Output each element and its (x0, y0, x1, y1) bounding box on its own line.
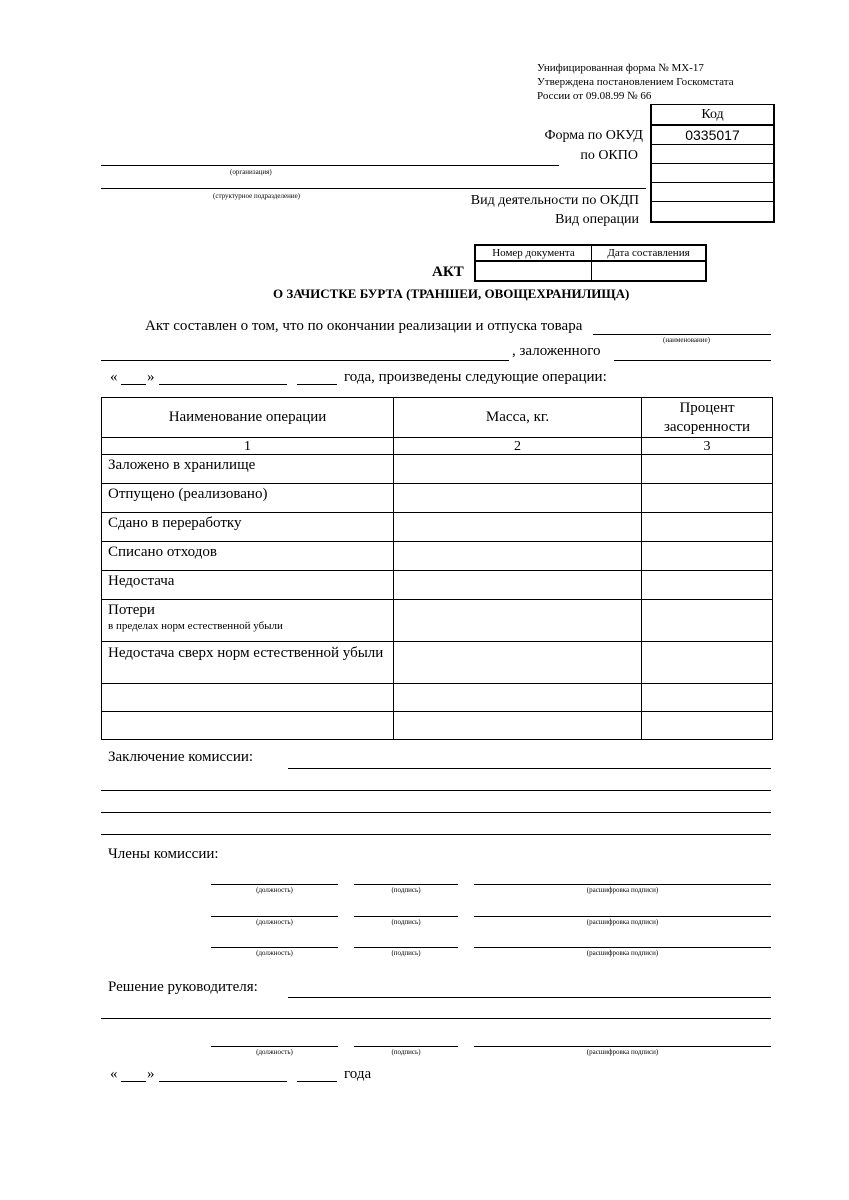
table-row (102, 600, 773, 642)
document-number-table (474, 244, 707, 282)
row-label: Списано отходов (102, 542, 394, 571)
percent-cell[interactable] (642, 455, 773, 484)
doc-number-field[interactable] (475, 261, 592, 281)
table-row (102, 455, 773, 484)
okdp-label: Вид деятельности по ОКДП (470, 193, 639, 208)
operation-code-field[interactable] (652, 201, 773, 221)
goods-continuation-line[interactable] (101, 360, 509, 361)
percent-cell[interactable] (642, 712, 773, 740)
operation-type-label: Вид операции (555, 212, 639, 227)
decoding-caption: (расшифровка подписи) (586, 918, 659, 926)
mass-cell[interactable] (394, 542, 642, 571)
position-line[interactable] (211, 1046, 338, 1047)
signature-caption: (подпись) (391, 918, 421, 926)
document-subtitle: О ЗАЧИСТКЕ БУРТА (ТРАНШЕИ, ОВОЩЕХРАНИЛИЩА) (273, 286, 630, 301)
mass-cell[interactable] (394, 484, 642, 513)
position-caption: (должность) (256, 949, 293, 957)
day-line[interactable] (121, 384, 146, 385)
signature-line[interactable] (354, 916, 458, 917)
row-label: Недостача (102, 571, 394, 600)
position-line[interactable] (211, 884, 338, 885)
column-number-row (102, 438, 773, 455)
signature-caption: (подпись) (391, 1048, 421, 1056)
okpo-label: по ОКПО (580, 148, 638, 163)
decision-label: Решение руководителя: (108, 979, 258, 995)
document-title: АКТ (432, 264, 464, 280)
subdivision-caption: (структурное подразделение) (213, 192, 301, 200)
decoding-caption: (расшифровка подписи) (586, 886, 659, 894)
signature-line[interactable] (354, 1046, 458, 1047)
date-quote-close: » (147, 369, 155, 385)
organization-caption: (организация) (230, 168, 272, 176)
conclusion-line-4[interactable] (101, 834, 771, 835)
table-row (102, 484, 773, 513)
doc-date-field[interactable] (592, 261, 707, 281)
members-label: Члены комиссии: (108, 846, 219, 862)
footer-quote-open: « (110, 1066, 118, 1082)
col-number-2: 2 (394, 438, 642, 455)
mass-cell[interactable] (394, 642, 642, 684)
mass-cell[interactable] (394, 455, 642, 484)
row-label: Сдано в переработку (102, 513, 394, 542)
operations-table (101, 397, 773, 740)
row-label: Недостача сверх норм естественной убыли (102, 642, 394, 684)
position-line[interactable] (211, 947, 338, 948)
year-operations-text: года, произведены следующие операции: (344, 369, 607, 385)
row-label-main: Потери (108, 602, 155, 618)
table-row (102, 542, 773, 571)
mass-cell[interactable] (394, 513, 642, 542)
okud-label: Форма по ОКУД (544, 128, 643, 143)
signature-line[interactable] (354, 884, 458, 885)
mass-cell[interactable] (394, 712, 642, 740)
decoding-caption: (расшифровка подписи) (586, 949, 659, 957)
laid-label: , заложенного (512, 343, 601, 359)
date-quote-open: « (110, 369, 118, 385)
decision-line-2[interactable] (101, 1018, 771, 1019)
signature-line[interactable] (354, 947, 458, 948)
row-label: Отпущено (реализовано) (102, 484, 394, 513)
decoding-line[interactable] (474, 1046, 771, 1047)
percent-cell[interactable] (642, 542, 773, 571)
mass-cell[interactable] (394, 684, 642, 712)
approval-date-line: России от 09.08.99 № 66 (537, 90, 652, 102)
position-caption: (должность) (256, 1048, 293, 1056)
form-number-line: Унифицированная форма № МХ-17 (537, 62, 704, 74)
percent-cell[interactable] (642, 513, 773, 542)
doc-number-header: Номер документа (475, 245, 592, 261)
doc-date-header: Дата составления (592, 245, 707, 261)
okpo-code-field[interactable] (652, 144, 773, 163)
row-label (102, 600, 394, 642)
okud-code-field[interactable]: 0335017 (652, 124, 773, 144)
form-identifier (537, 61, 734, 103)
position-line[interactable] (211, 916, 338, 917)
decoding-line[interactable] (474, 916, 771, 917)
row-label[interactable] (102, 712, 394, 740)
code-box (650, 104, 775, 223)
goods-name-caption: (наименование) (663, 336, 710, 344)
percent-cell[interactable] (642, 484, 773, 513)
col-number-1: 1 (102, 438, 394, 455)
conclusion-line-1[interactable] (288, 768, 771, 769)
intro-line: Акт составлен о том, что по окончании реализации и отпуска товара (145, 318, 583, 334)
goods-name-line[interactable] (593, 334, 771, 335)
footer-quote-close: » (147, 1066, 155, 1082)
table-row (102, 684, 773, 712)
footer-year-line[interactable] (297, 1081, 337, 1082)
org-code-field[interactable] (652, 163, 773, 182)
code-header: Код (701, 107, 724, 122)
percent-cell[interactable] (642, 571, 773, 600)
footer-year-text: года (344, 1066, 372, 1082)
conclusion-line-2[interactable] (101, 790, 771, 791)
header-operation-name: Наименование операции (102, 398, 394, 438)
percent-cell[interactable] (642, 684, 773, 712)
month-line[interactable] (159, 384, 287, 385)
row-label: Заложено в хранилище (102, 455, 394, 484)
decision-line-1[interactable] (288, 997, 771, 998)
approval-line: Утверждена постановлением Госкомстата (537, 76, 734, 88)
decoding-line[interactable] (474, 884, 771, 885)
col-number-3: 3 (642, 438, 773, 455)
footer-month-line[interactable] (159, 1081, 287, 1082)
position-caption: (должность) (256, 918, 293, 926)
row-label[interactable] (102, 684, 394, 712)
row-label-sub: в пределах норм естественной убыли (108, 620, 283, 632)
footer-day-line[interactable] (121, 1081, 146, 1082)
position-caption: (должность) (256, 886, 293, 894)
table-row (102, 712, 773, 740)
table-row (102, 642, 773, 684)
signature-caption: (подпись) (391, 949, 421, 957)
conclusion-label: Заключение комиссии: (108, 749, 254, 765)
laid-date-line[interactable] (614, 360, 771, 361)
signature-caption: (подпись) (391, 886, 421, 894)
conclusion-line-3[interactable] (101, 812, 771, 813)
organization-line[interactable] (101, 165, 559, 166)
header-contamination: Процент засоренности (642, 398, 773, 438)
decoding-line[interactable] (474, 947, 771, 948)
header-mass: Масса, кг. (394, 398, 642, 438)
decoding-caption: (расшифровка подписи) (586, 1048, 659, 1056)
percent-cell[interactable] (642, 642, 773, 684)
table-header-row (102, 398, 773, 438)
subdivision-line[interactable] (101, 188, 646, 189)
table-row (102, 513, 773, 542)
percent-cell[interactable] (642, 600, 773, 642)
table-row (102, 571, 773, 600)
year-line[interactable] (297, 384, 337, 385)
okdp-code-field[interactable] (652, 182, 773, 201)
mass-cell[interactable] (394, 571, 642, 600)
mass-cell[interactable] (394, 600, 642, 642)
